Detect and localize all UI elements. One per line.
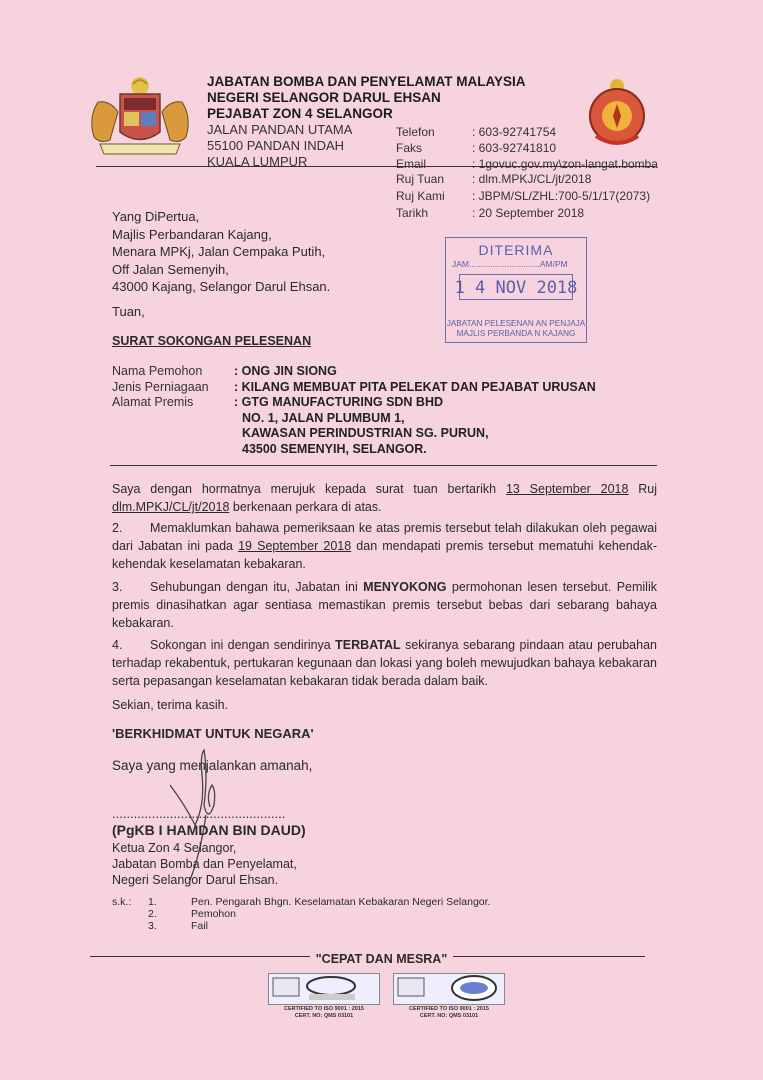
paragraph-1: [112, 480, 657, 516]
p4-number: 4.: [112, 638, 123, 652]
closing-text: Sekian, terima kasih.: [112, 698, 229, 712]
paragraph-2: [112, 519, 657, 573]
ref-values: [472, 171, 650, 222]
paragraph-3: [112, 578, 657, 632]
p4-text: Sokongan ini dengan sendirinya: [150, 638, 336, 652]
org-name: JABATAN BOMBA DAN PENYELAMAT MALAYSIA: [207, 74, 526, 89]
cc-label: s.k.:: [112, 896, 132, 908]
recipient-address: [112, 208, 330, 296]
p1-text: Ruj: [628, 482, 658, 496]
cc-number: 1.: [148, 896, 157, 908]
cc-item: Pen. Pengarah Bhgn. Keselamatan Kebakaran Negeri Selangor.: [191, 896, 491, 908]
p3-text: permohonan lesen tersebut. Pemilik premis dinasihatkan agar sentiasa memastikan premis tersebut bebas dari sebarang bahaya kebakaran.: [112, 580, 657, 630]
org-office: PEJABAT ZON 4 SELANGOR: [207, 106, 393, 121]
business-type: : KILANG MEMBUAT PITA PELEKAT DAN PEJABAT URUSAN: [234, 379, 596, 394]
recipient-line: 43000 Kajang, Selangor Darul Ehsan.: [112, 279, 331, 294]
signatory-line: Ketua Zon 4 Selangor,: [112, 841, 237, 855]
contact-label: Email: [396, 157, 427, 171]
address-line: 55100 PANDAN INDAH: [207, 138, 345, 153]
stamp-footer: [446, 319, 586, 339]
premise-address-line: KAWASAN PERINDUSTRIAN SG. PURUN,: [242, 426, 489, 440]
p3-emphasis: MENYOKONG: [363, 580, 447, 594]
details-divider: [110, 465, 657, 466]
org-address: [207, 122, 352, 170]
cc-number: 2.: [148, 908, 157, 920]
premise-address-line: 43500 SEMENYIH, SELANGOR.: [242, 441, 427, 456]
contact-labels: [396, 124, 435, 172]
cert-line: CERT. NO: QMS 03101: [419, 1013, 479, 1019]
signature-line: ................................................: [112, 806, 286, 821]
p1-text: Saya dengan hormatnya merujuk kepada surat tuan bertarikh: [112, 482, 506, 496]
detail-label: Nama Pemohon: [112, 364, 203, 378]
header-divider: [96, 166, 656, 167]
iqnet-icon: [394, 974, 504, 1004]
detail-labels: [112, 364, 209, 411]
p1-text: berkenaan perkara di atas.: [229, 500, 382, 514]
stamp-jam: JAM..............................AM/PM: [452, 259, 568, 269]
premise-company: : GTG MANUFACTURING SDN BHD: [234, 395, 444, 409]
p2-date: 19 September 2018: [238, 539, 352, 553]
address-line: KUALA LUMPUR: [207, 154, 308, 169]
p1-date: 13 September 2018: [505, 482, 629, 496]
recipient-line: Menara MPKj, Jalan Cempaka Putih,: [112, 244, 326, 259]
subject-line: SURAT SOKONGAN PELESENAN: [112, 334, 312, 348]
cc-items: [191, 896, 490, 932]
iso-certification-logo: [268, 973, 380, 1005]
cc-item: Pemohon: [191, 908, 236, 920]
signatory-title: [112, 840, 297, 888]
paragraph-4: [112, 636, 657, 690]
cert-line: CERTIFIED TO ISO 9001 : 2015: [284, 1006, 364, 1012]
ref-label: Tarikh: [396, 206, 429, 220]
contact-value: : 1govuc.gov.my\zon-langat.bomba: [472, 157, 658, 171]
cert-2-text: [389, 1006, 509, 1020]
footer-slogan: [0, 952, 763, 966]
cert-1-text: [264, 1006, 384, 1020]
stamp-footer-line: JABATAN PELESENAN AN PENJAJA: [446, 319, 586, 328]
stamp-date: 1 4 NOV 2018: [454, 278, 578, 298]
ref-label: Ruj Kami: [396, 189, 445, 203]
motto: 'BERKHIDMAT UNTUK NEGARA': [112, 726, 314, 741]
detail-label: Alamat Premis: [112, 395, 194, 409]
ref-labels: [396, 171, 445, 222]
applicant-name: : ONG JIN SIONG: [234, 364, 337, 378]
contact-label: Telefon: [396, 125, 435, 139]
p2-number: 2.: [112, 521, 123, 535]
recipient-line: Majlis Perbandaran Kajang,: [112, 226, 272, 242]
p2-text: Memaklumkan bahawa pemeriksaan ke atas premis tersebut telah dilakukan oleh pegawai dari Jabatan ini pada: [112, 521, 657, 553]
cert-line: CERT. NO: QMS 03101: [294, 1013, 354, 1019]
stamp-footer-line: MAJLIS PERBANDA N KAJANG: [456, 329, 576, 338]
p3-number: 3.: [112, 580, 123, 594]
org-state: NEGERI SELANGOR DARUL EHSAN: [207, 90, 441, 105]
contact-value: : 603-92741810: [472, 141, 557, 155]
cc-item: Fail: [191, 920, 208, 932]
address-line: JALAN PANDAN UTAMA: [207, 122, 353, 137]
cert-line: CERTIFIED TO ISO 9001 : 2015: [409, 1006, 489, 1012]
signatory-line: Negeri Selangor Darul Ehsan.: [112, 873, 279, 887]
salutation: Tuan,: [112, 304, 145, 319]
ref-value: : JBPM/SL/ZHL:700-5/1/17(2073): [472, 189, 651, 203]
signatory-name: (PgKB I HAMDAN BIN DAUD): [112, 822, 306, 838]
signatory-line: Jabatan Bomba dan Penyelamat,: [112, 857, 297, 871]
p3-text: Sehubungan dengan itu, Jabatan ini: [150, 580, 364, 594]
p2-text: dan mendapati premis tersebut mematuhi kehendak-kehendak keselamatan kebakaran.: [112, 539, 658, 571]
cc-number: 3.: [148, 920, 157, 932]
contact-label: Faks: [396, 141, 423, 155]
sirim-standards-icon: [269, 974, 379, 1004]
p1-ref: dlm.MPKJ/CL/jt/2018: [112, 500, 230, 514]
premise-address-line: NO. 1, JALAN PLUMBUM 1,: [242, 410, 405, 425]
iqnet-certification-logo: [393, 973, 505, 1005]
p4-emphasis: TERBATAL: [335, 638, 401, 652]
ref-value: : 20 September 2018: [472, 206, 585, 220]
detail-label: Jenis Perniagaan: [112, 379, 209, 394]
detail-values: [234, 364, 596, 457]
contact-value: : 603-92741754: [472, 125, 557, 139]
contact-values: [472, 124, 658, 172]
ref-value: : dlm.MPKJ/CL/jt/2018: [472, 172, 592, 186]
recipient-line: Yang DiPertua,: [112, 209, 200, 224]
stamp-title: DITERIMA: [478, 242, 554, 258]
recipient-line: Off Jalan Semenyih,: [112, 261, 229, 277]
ref-label: Ruj Tuan: [396, 172, 445, 186]
received-stamp: [445, 237, 587, 343]
p4-text: sekiranya sebarang pindaan atau perubahan terhadap rekabentuk, pertukaran kegunaan dan lokasi yang boleh mewujudkan bahaya kebakaran serta pepasangan keselamatan kebakaran tidak berada dalam baik.: [112, 638, 657, 688]
sign-off: Saya yang menjalankan amanah,: [112, 758, 313, 773]
malaysia-coat-of-arms-logo: [80, 72, 200, 167]
cc-numbers: [148, 896, 157, 932]
slogan-text: "CEPAT DAN MESRA": [310, 952, 454, 966]
